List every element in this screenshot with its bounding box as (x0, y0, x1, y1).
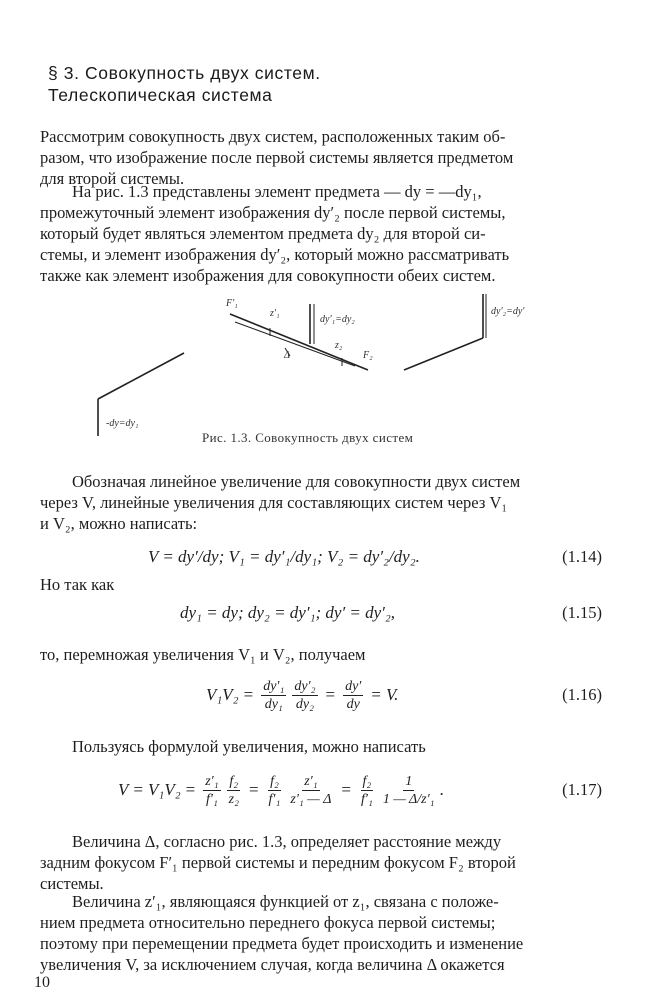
eq116-fraction-2: $\frac{\text{dy′₂}}{\text{dy₂}}$ (294, 678, 316, 712)
label-dy-left: -dy=dy₁ (106, 418, 139, 429)
eq116-fraction-3: $\frac{dy'}{dy}$ (345, 678, 362, 712)
text-line: стемы, и элемент изображения dy′₂, который можно рассматривать (40, 245, 510, 264)
figure-drawing (80, 286, 580, 436)
text-line: Рассмотрим совокупность двух систем, расположенных таким об- (40, 127, 506, 146)
eq117-fraction-e: $\frac{\text{f₂}}{\text{f′₁}}$ (361, 773, 373, 807)
equation-1-16 (40, 675, 602, 715)
label-f1-prime: F′₁ (226, 298, 238, 309)
equation-1-17 (40, 770, 602, 810)
equation-1-15-number: (1.15) (562, 603, 602, 622)
eq116-lhs: V₁V₂ (206, 685, 239, 704)
text-line: На рис. 1.3 представлены элемент предмета — dy = —dy₁, (72, 182, 482, 201)
equation-1-17-body: V = V₁V₂ = $\frac{\text{z′₁}}{\text{f′₁}}$ $\frac{\text{f₂}}{\text{z₂}}$ = $\frac{\text{f₂}}{\text{f′₁}}$ $\frac{\text{z′₁}}{\text{z′₁ — Δ}}$ = $\frac{\text{f₂}}{\text{f′₁}}$ $\frac{1}{\text{1 — Δ/z′₁}}$ . (118, 773, 444, 807)
text-line: и V₂, можно написать: (40, 514, 198, 533)
paragraph-using (40, 736, 602, 757)
text-line: промежуточный элемент изображения dy′₂ после первой системы, (40, 203, 506, 222)
text-line: поэтому при перемещении предмета будет происходить и изменение (40, 934, 524, 953)
label-z2: z₂ (335, 340, 343, 351)
text-line: для второй системы. (40, 169, 185, 188)
text-line: увеличения V, за исключением случая, когда величина Δ окажется (40, 955, 505, 974)
text-line: Величина Δ, согласно рис. 1.3, определяет расстояние между (72, 832, 502, 851)
equation-1-17-number: (1.17) (562, 780, 602, 799)
equation-1-14 (40, 537, 602, 577)
paragraph-then (40, 644, 602, 665)
text-line: разом, что изображение после первой системы является предметом (40, 148, 514, 167)
paragraph-5 (40, 891, 602, 975)
label-f2: F₂ (363, 350, 373, 361)
heading-line-2: Телескопическая система (48, 85, 273, 105)
label-z1-prime: z′₁ (270, 308, 280, 319)
equation-1-15 (40, 593, 602, 633)
section-heading (48, 62, 608, 106)
paragraph-1 (40, 126, 602, 189)
equation-1-14-body: V = dy′/dy; V₁ = dy′₁/dy₁; V₂ = dy′₂/dy₂. (148, 547, 420, 566)
paragraph-no-tak-kak (40, 574, 602, 595)
text-line: задним фокусом F′₁ первой системы и передним фокусом F₂ второй (40, 853, 516, 872)
text-line: нием предмета относительно переднего фокуса первой системы; (40, 913, 496, 932)
eq117-fraction-c: $\frac{\text{f₂}}{\text{f′₁}}$ (268, 773, 281, 807)
text-line: то, перемножая увеличения V₁ и V₂, получаем (40, 645, 366, 664)
equation-1-15-body: dy₁ = dy; dy₂ = dy′₁; dy′ = dy′₂, (180, 603, 396, 622)
eq116-fraction-1: $\frac{\text{dy′₁}}{\text{dy₁}}$ (263, 678, 285, 712)
label-delta: Δ (284, 350, 290, 361)
paragraph-3 (40, 471, 602, 534)
eq117-fraction-g: $\frac{1}{\text{1 — Δ/z′₁}}$ (382, 773, 435, 807)
label-dy-prime: dy′₂=dy′ (491, 306, 525, 317)
label-dy1-prime: dy′₁=dy₂ (320, 314, 355, 325)
text-line: Пользуясь формулой увеличения, можно написать (72, 737, 426, 756)
paragraph-4 (40, 831, 602, 894)
text-line: который будет являться элементом предмета dy₂ для второй си- (40, 224, 486, 243)
equation-1-16-body: V₁V₂ = $\frac{\text{dy′₁}}{\text{dy₁}}$ $\frac{\text{dy′₂}}{\text{dy₂}}$ = $\frac{dy'}{dy}$ = V. (206, 678, 399, 712)
text-line: Величина z′₁, являющаяся функцией от z₁, связана с положе- (72, 892, 499, 911)
first-system-line (98, 353, 184, 399)
text-line: Но так как (40, 575, 115, 594)
third-system-line (404, 338, 483, 370)
page-number: 10 (34, 974, 50, 991)
figure-caption: Рис. 1.3. Совокупность двух систем (202, 430, 414, 445)
eq117-fraction-d: $\frac{\text{z′₁}}{\text{z′₁ — Δ}}$ (290, 773, 332, 807)
equation-1-14-number: (1.14) (562, 547, 602, 566)
equation-1-16-number: (1.16) (562, 685, 602, 704)
paragraph-2 (40, 181, 602, 286)
eq117-fraction-b: $\frac{\text{f₂}}{\text{z₂}}$ (228, 773, 239, 807)
eq117-fraction-a: $\frac{\text{z′₁}}{\text{f′₁}}$ (205, 773, 219, 807)
text-line: через V, линейные увеличения для составляющих систем через V₁ (40, 493, 508, 512)
eq117-lhs: V = V₁V₂ (118, 780, 181, 799)
text-line: Обозначая линейное увеличение для совокупности двух систем (72, 472, 521, 491)
text-line: также как элемент изображения для совокупности обеих систем. (40, 266, 496, 285)
text-line: системы. (40, 874, 104, 893)
eq116-rhs: V. (385, 685, 399, 704)
heading-line-1: § 3. Совокупность двух систем. (48, 63, 321, 83)
